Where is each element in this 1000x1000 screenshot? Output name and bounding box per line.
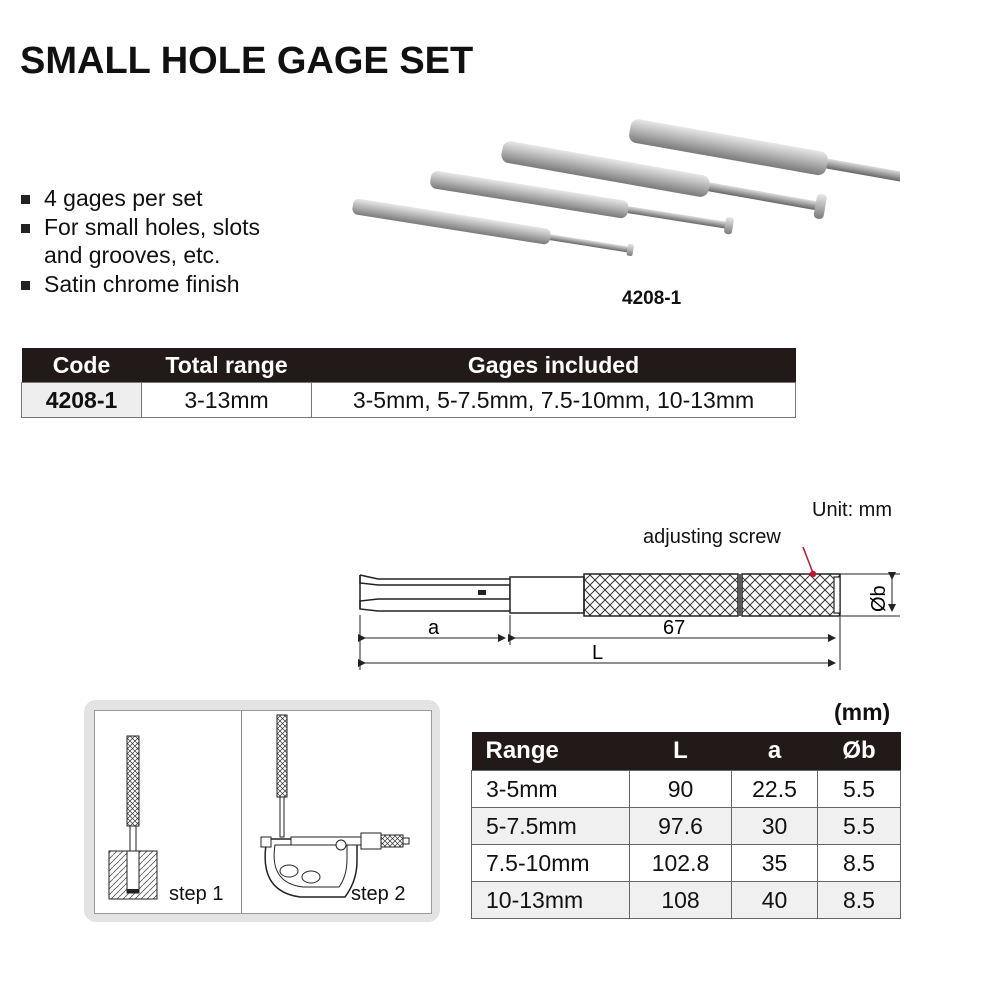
table-header: Range (472, 732, 630, 771)
table-cell: 3-13mm (142, 383, 312, 418)
table-cell: 7.5-10mm (472, 845, 630, 882)
table-header: Gages included (312, 348, 796, 383)
table-cell: 10-13mm (472, 882, 630, 919)
unit-label: Unit: mm (812, 499, 892, 521)
table-cell: 8.5 (818, 882, 901, 919)
table-cell: 22.5 (732, 771, 818, 808)
feature-list (20, 184, 260, 298)
dims-unit-label: (mm) (834, 699, 891, 725)
table-cell: 40 (732, 882, 818, 919)
dim-a-label: a (428, 617, 440, 639)
table-cell: 3-5mm (472, 771, 630, 808)
table-cell: 5.5 (818, 771, 901, 808)
gage-photo (340, 110, 900, 280)
code-table (21, 348, 796, 418)
table-row (472, 808, 901, 845)
table-header: a (732, 732, 818, 771)
dim-67-label: 67 (663, 617, 686, 639)
feature-item: Satin chrome finish (20, 270, 260, 299)
feature-item: and grooves, etc. (44, 242, 221, 268)
feature-item: For small holes, slots (20, 213, 260, 242)
table-header: L (630, 732, 732, 771)
dims-table (471, 732, 901, 919)
feature-item: 4 gages per set (20, 184, 260, 213)
adjusting-screw-label: adjusting screw (643, 526, 781, 548)
product-code-label: 4208-1 (622, 288, 682, 309)
table-cell: 97.6 (630, 808, 732, 845)
dim-b-label: Øb (868, 585, 890, 612)
steps-panel (84, 700, 440, 922)
table-header: Øb (818, 732, 901, 771)
step-2-label: step 2 (351, 883, 406, 905)
table-cell: 30 (732, 808, 818, 845)
table-cell: 108 (630, 882, 732, 919)
table-header: Code (22, 348, 142, 383)
table-cell: 4208-1 (22, 383, 142, 418)
dim-L-label: L (592, 642, 604, 664)
micrometer-icon (261, 715, 409, 897)
steps-frame (94, 710, 432, 914)
table-cell: 8.5 (818, 845, 901, 882)
page-title: SMALL HOLE GAGE SET (20, 40, 474, 82)
table-cell: 102.8 (630, 845, 732, 882)
table-cell: 5-7.5mm (472, 808, 630, 845)
table-row (472, 771, 901, 808)
gage-drawing (340, 495, 920, 675)
table-cell: 5.5 (818, 808, 901, 845)
table-row (472, 845, 901, 882)
table-row (22, 383, 796, 418)
table-row (472, 882, 901, 919)
table-cell: 35 (732, 845, 818, 882)
hole-measure-icon (109, 736, 157, 899)
table-cell: 3-5mm, 5-7.5mm, 7.5-10mm, 10-13mm (312, 383, 796, 418)
step-1-label: step 1 (169, 883, 224, 905)
table-header: Total range (142, 348, 312, 383)
table-cell: 90 (630, 771, 732, 808)
